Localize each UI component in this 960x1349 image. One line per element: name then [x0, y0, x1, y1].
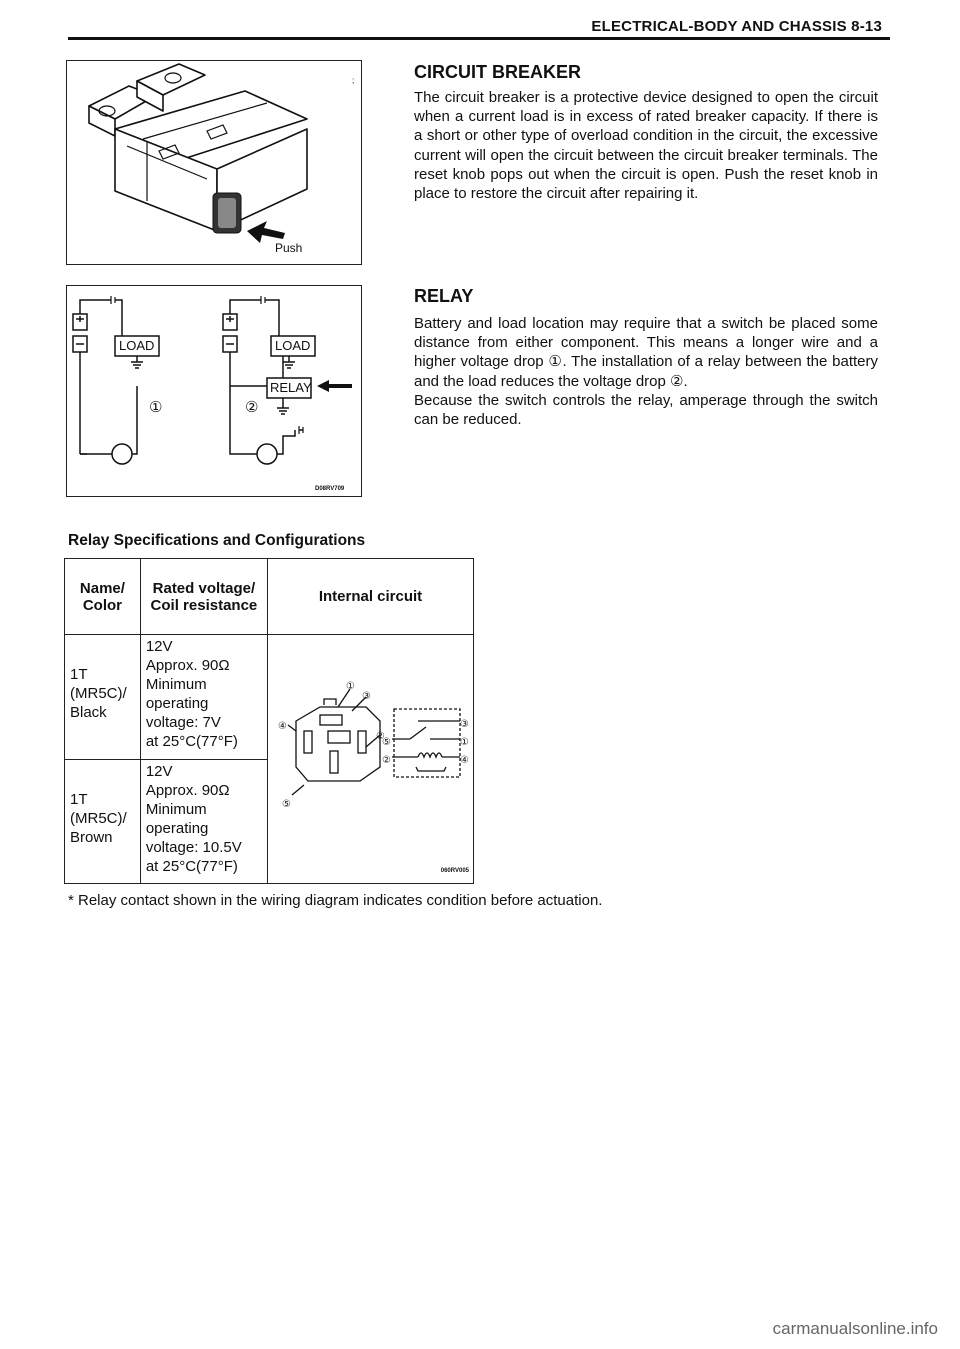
push-label: Push: [275, 241, 303, 255]
load-label-left: LOAD: [119, 338, 155, 353]
relay-title: RELAY: [414, 286, 474, 306]
header-internal-circuit: Internal circuit: [268, 559, 474, 635]
table-title: Relay Specifications and Configurations: [68, 532, 366, 549]
relay-circuit-diagram: [67, 286, 361, 496]
relay-model: (MR5C)/: [70, 809, 127, 827]
spec-line: at 25°C(77°F): [145, 857, 238, 875]
relay-color: Black: [70, 704, 107, 721]
load-label-right: LOAD: [275, 338, 311, 353]
spec-line: at 25°C(77°F): [145, 733, 238, 750]
spec-line: 12V: [145, 638, 173, 655]
relay-spec-table: [64, 558, 474, 884]
relay-model: (MR5C)/: [70, 685, 127, 702]
table-row: [65, 635, 474, 760]
spec-line: voltage: 10.5V: [145, 838, 242, 856]
terminal-label-5: ⑤: [282, 799, 291, 810]
circuit-code: 060RV005: [440, 868, 469, 874]
schematic-label-2: ②: [382, 755, 391, 766]
spec-line: Approx. 90Ω: [145, 781, 230, 799]
schematic-label-1: ①: [460, 737, 469, 748]
spec-cell: [140, 635, 267, 760]
terminal-label-2: ②: [376, 731, 385, 742]
spec-cell: [140, 759, 267, 884]
name-cell: [65, 759, 141, 884]
footnote: * Relay contact shown in the wiring diagram indicates condition before actuation.: [68, 892, 603, 909]
internal-circuit-diagram: [268, 635, 472, 883]
schematic-label-5: ⑤: [382, 737, 391, 748]
page-header: ELECTRICAL-BODY AND CHASSIS 8-13: [591, 18, 882, 35]
circuit-breaker-illustration: [67, 61, 361, 264]
terminal-label-4: ④: [278, 721, 287, 732]
spec-line: Minimum: [145, 800, 207, 818]
relay-text: [414, 314, 878, 429]
circuit-breaker-paragraph: The circuit breaker is a protective device designed to open the circuit when a current load is in excess of rated breaker capacity. If there is a short or other type of overload condition in the circuit, the excessive current will open the circuit between the circuit breaker terminals. The reset knob pops out when the circuit is open. Push the reset knob in place to restore the circuit after repairing it.: [414, 89, 878, 203]
voltage-drop-marker-2: ②: [245, 399, 259, 416]
internal-circuit-cell: [268, 635, 474, 884]
circuit-breaker-title: CIRCUIT BREAKER: [414, 62, 582, 82]
name-cell: [65, 635, 141, 760]
relay-paragraph-1: Battery and load location may require that a switch be placed some distance from either component. This means a longer wire and a higher voltage drop ①. The installation of a relay between the battery and the load reduces the voltage drop ②.: [414, 315, 878, 390]
terminal-label-1: ①: [346, 681, 355, 692]
watermark: carmanualsonline.info: [772, 1319, 938, 1338]
header-name-color: Name/ Color: [65, 559, 141, 635]
figure-code: D08RV709: [315, 486, 345, 492]
voltage-drop-marker-1: ①: [149, 399, 163, 416]
relay-name: 1T: [70, 666, 88, 683]
schematic-label-3: ③: [460, 719, 469, 730]
relay-circuit-figure: [66, 285, 362, 497]
spec-line: Approx. 90Ω: [145, 657, 230, 674]
relay-name: 1T: [70, 790, 88, 808]
relay-color: Brown: [70, 828, 113, 846]
relay-paragraph-2: Because the switch controls the relay, amperage through the switch can be reduced.: [414, 391, 878, 429]
svg-text:;: ;: [352, 76, 355, 85]
relay-label: RELAY: [270, 380, 312, 395]
circuit-breaker-text: [414, 88, 878, 203]
spec-line: operating: [145, 819, 209, 837]
header-rated-voltage: Rated voltage/ Coil resistance: [140, 559, 267, 635]
terminal-label-3: ③: [362, 691, 371, 702]
circuit-breaker-figure: [66, 60, 362, 265]
spec-line: operating: [145, 695, 209, 712]
spec-line: voltage: 7V: [145, 714, 221, 731]
spec-line: Minimum: [145, 676, 207, 693]
spec-line: 12V: [145, 762, 173, 780]
schematic-label-4: ④: [460, 755, 469, 766]
header-rule: [68, 37, 890, 40]
